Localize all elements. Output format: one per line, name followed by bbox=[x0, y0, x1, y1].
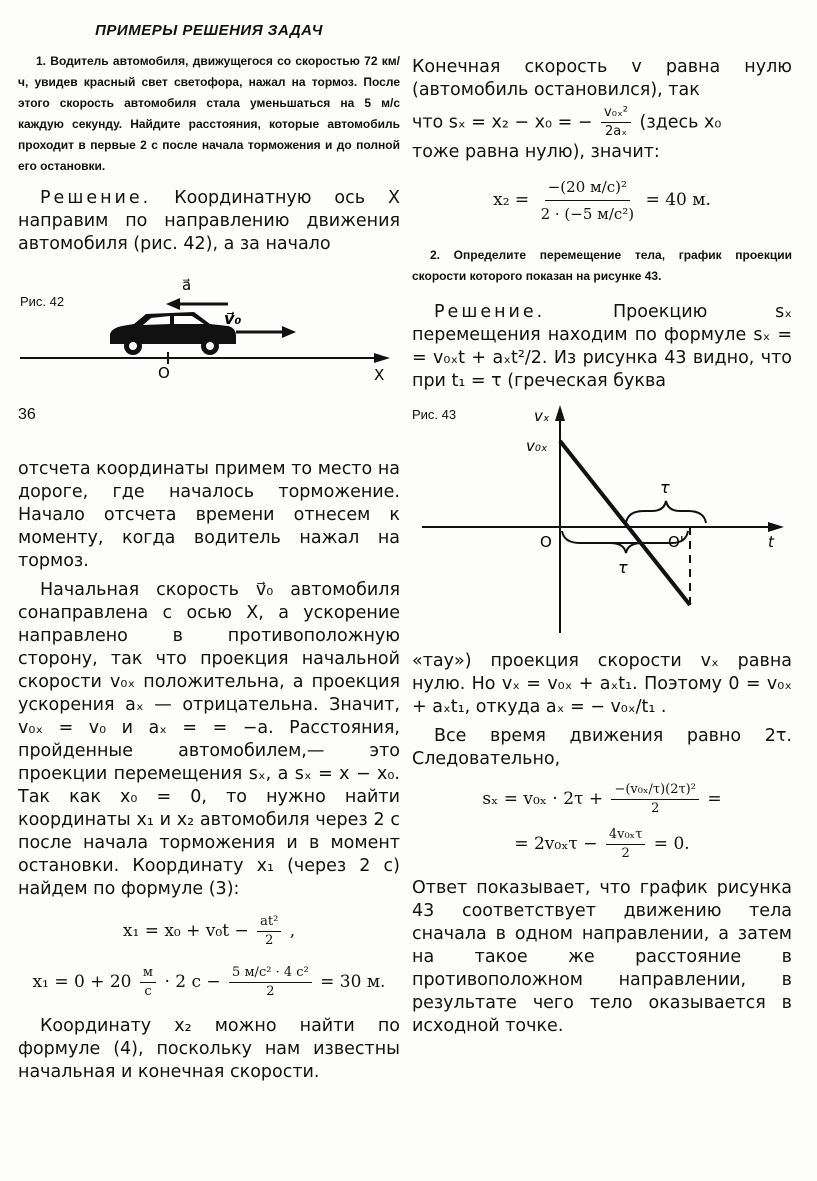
right-column bbox=[412, 56, 792, 1038]
formula-4-fraction bbox=[611, 781, 699, 818]
figure-43 bbox=[412, 401, 792, 646]
v-axis-label: vₓ bbox=[534, 407, 550, 425]
right-paragraph-1c: тоже равна нулю), значит: bbox=[412, 142, 660, 162]
velocity-line bbox=[560, 441, 690, 605]
solution-1-paragraph-1 bbox=[18, 187, 400, 256]
origin-o-label: O bbox=[540, 533, 552, 551]
v-axis-arrowhead bbox=[555, 405, 565, 421]
formula-1-tail: , bbox=[289, 921, 296, 941]
formula-1-num: at² bbox=[257, 913, 281, 932]
formula-2-unit bbox=[140, 964, 156, 1001]
formula-4-rhs: = bbox=[707, 789, 722, 809]
left-column bbox=[18, 18, 400, 1084]
solution-2-paragraph-1 bbox=[412, 301, 792, 393]
figure-42 bbox=[18, 256, 400, 416]
origin-label: O bbox=[158, 364, 170, 382]
figure-42-drawing bbox=[18, 276, 400, 426]
formula-1-fraction bbox=[257, 913, 281, 950]
formula-x1-value bbox=[18, 964, 400, 1001]
formula-2-unit-den: с bbox=[144, 984, 152, 999]
solution-2-text-pre: Проекцию sₓ перемещения находим по формуле sₓ = bbox=[412, 302, 792, 345]
formula-2-unit-num: м bbox=[140, 964, 156, 983]
tau-brace-upper bbox=[626, 501, 706, 523]
solution-2-paragraph-3: Все время движения равно 2τ. Следовательно, bbox=[412, 726, 792, 769]
formula-2-mid: · 2 с − bbox=[164, 972, 221, 992]
solution-1-paragraph-4: Координату x₂ можно найти по формуле (4), поскольку нам известны начальная и конечная скорости. bbox=[18, 1016, 400, 1082]
formula-3-den: 2 · (−5 м/с²) bbox=[540, 205, 635, 223]
tau-label-lower: τ bbox=[618, 558, 628, 577]
solution-1-paragraph-3: Начальная скорость v⃗₀ автомобиля сонаправлена с осью X, а ускорение направлено в противоположную сторону, так что проекция начальной скорости v₀ₓ положительна, а проекция ускорения aₓ — отрицательна. Значит, v₀ₓ = v₀ и aₓ = = −a. Расстояния, пройденные автомобилем,— это проекции перемещения sₓ, а sₓ = x − x₀. Так как x₀ = 0, то нужно найти координаты x₁ и x₂ автомобиля через 2 с после начала торможения и в момент остановки. Координату x₁ (через 2 с) найдем по формуле (3): bbox=[18, 580, 400, 899]
solution-2-paragraph-2: «тау») проекция скорости vₓ равна нулю. Но vₓ = v₀ₓ + aₓt₁. Поэтому 0 = v₀ₓ + aₓt₁, откуда aₓ = − v₀ₓ/t₁ . bbox=[412, 651, 792, 717]
right-paragraph-1b bbox=[412, 104, 792, 141]
task-2-statement: 2. Определите перемещение тела, график проекции скорости которого показан на рисунке 43. bbox=[412, 248, 792, 283]
formula-3-fraction bbox=[538, 174, 638, 227]
task-1-statement: 1. Водитель автомобиля, движущегося со скоростью 72 км/ч, увидев красный свет светофора, нажал на тормоз. После этого скорость автомобиля стала уменьшаться на 5 м/с каждую секунду. Найдите расстояния, которые автомобиль проходит в первые 2 с после начала торможения и до полной его остановки. bbox=[18, 54, 400, 173]
right-formula-den: 2aₓ bbox=[604, 124, 627, 139]
t-axis-arrowhead bbox=[768, 522, 784, 532]
right-paragraph-1: Конечная скорость v равна нулю (автомобиль остановился), так bbox=[412, 57, 792, 100]
solution-2-formula: = v₀ₓt + aₓt²/2. bbox=[412, 348, 548, 368]
formula-2-den: 2 bbox=[266, 984, 275, 999]
formula-3-num: −(20 м/с)² bbox=[545, 174, 630, 201]
formula-5-rhs: = 0. bbox=[653, 834, 690, 854]
formula-x2 bbox=[412, 174, 792, 227]
velocity-arrowhead bbox=[282, 326, 296, 338]
x-axis-label: X bbox=[374, 366, 385, 384]
formula-2-rhs: = 30 м. bbox=[320, 972, 386, 992]
origin-o-prime-label: O' bbox=[668, 533, 684, 551]
formula-5-fraction bbox=[606, 826, 646, 863]
formula-x1-general bbox=[18, 913, 400, 950]
section-header: ПРИМЕРЫ РЕШЕНИЯ ЗАДАЧ bbox=[95, 22, 323, 39]
formula-4-den: 2 bbox=[651, 801, 660, 816]
formula-3-rhs: = 40 м. bbox=[645, 190, 711, 210]
solution-1-paragraph-2: отсчета координаты примем то место на дороге, где началось торможение. Начало отсчета времени отнесем к моменту, когда водитель нажал на тормоз. bbox=[18, 459, 400, 571]
solution-2-text-post: Из рисунка 43 видно, что при t₁ = τ (греческая буква bbox=[412, 348, 792, 391]
figure-43-graph bbox=[412, 401, 792, 646]
acceleration-label: a⃗ bbox=[182, 276, 192, 294]
formula-sx bbox=[412, 781, 792, 818]
formula-2-num: 5 м/с² · 4 с² bbox=[229, 964, 312, 983]
tau-label-upper: τ bbox=[660, 478, 670, 497]
solution-2-label: Решение. bbox=[434, 302, 546, 322]
formula-5-den: 2 bbox=[621, 846, 630, 861]
right-formula-num: v₀ₓ² bbox=[601, 104, 631, 123]
v0x-label: v₀ₓ bbox=[526, 437, 548, 455]
solution-label: Решение. bbox=[40, 188, 152, 208]
x-axis-arrowhead bbox=[374, 353, 390, 363]
right-formula-fraction bbox=[601, 104, 631, 141]
formula-1-lhs: x₁ = x₀ + v₀t − bbox=[122, 921, 249, 941]
velocity-label: v⃗₀ bbox=[224, 309, 242, 328]
formula-sx-result bbox=[412, 826, 792, 863]
right-formula-pre: что sₓ = x₂ − x₀ = − bbox=[412, 112, 593, 133]
solution-2-paragraph-4: Ответ показывает, что график рисунка 43 соответствует движению тела сначала в одном направлении, а затем на такое же расстояние в противоположном направлении, в результате чего тело оказывается в исходной точке. bbox=[412, 878, 792, 1036]
figure-43-label: Рис. 43 bbox=[412, 407, 457, 422]
page-number: 36 bbox=[18, 406, 36, 423]
figure-42-label: Рис. 42 bbox=[20, 294, 65, 309]
car-icon bbox=[110, 312, 236, 355]
right-formula-post: (здесь x₀ bbox=[639, 112, 722, 133]
formula-2-fraction bbox=[229, 964, 312, 1001]
solution-1-text-1: Координатную ось X направим по направлению движения автомобиля (рис. 42), а за начало bbox=[18, 188, 400, 254]
formula-4-num: −(v₀ₓ/τ)(2τ)² bbox=[611, 781, 699, 800]
acceleration-arrowhead bbox=[166, 298, 180, 310]
formula-5-num: 4v₀ₓτ bbox=[606, 826, 646, 845]
formula-5-lhs: = 2v₀ₓτ − bbox=[514, 834, 598, 854]
formula-3-lhs: x₂ = bbox=[493, 190, 530, 210]
formula-2-lhs: x₁ = 0 + 20 bbox=[32, 972, 132, 992]
formula-4-lhs: sₓ = v₀ₓ · 2τ + bbox=[482, 789, 604, 809]
t-axis-label: t bbox=[768, 533, 774, 551]
formula-1-den: 2 bbox=[265, 933, 274, 948]
